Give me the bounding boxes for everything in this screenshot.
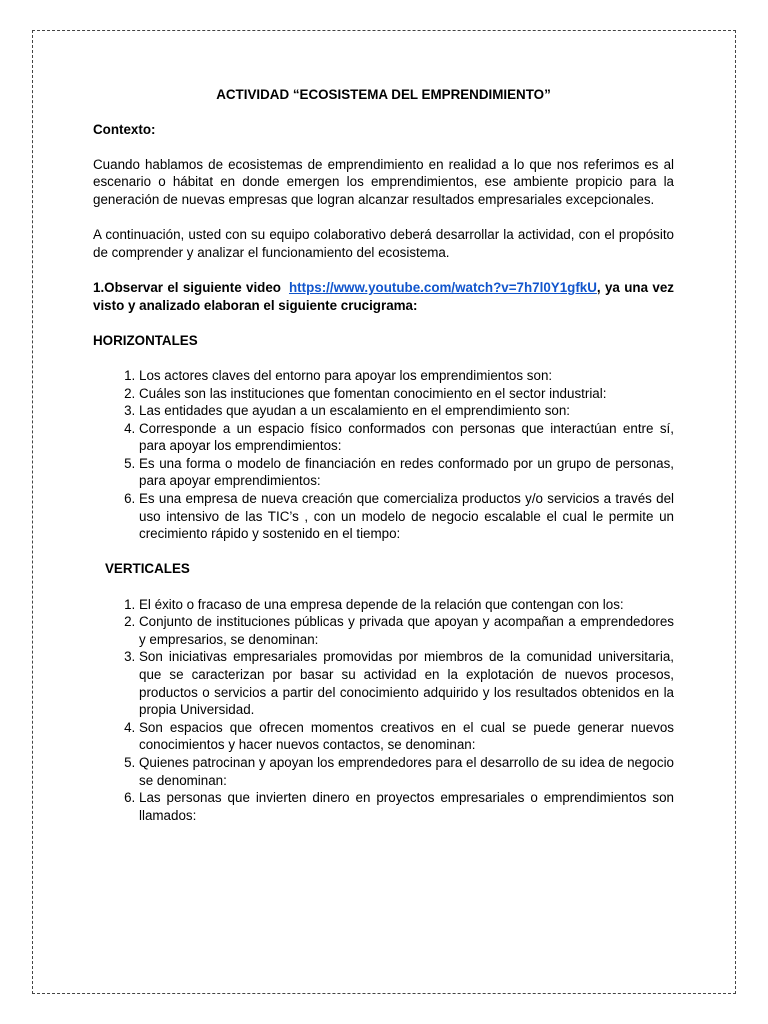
list-item: 2. Cuáles son las instituciones que fomentan conocimiento en el sector industrial: (139, 385, 674, 403)
list-item: 1. El éxito o fracaso de una empresa depende de la relación que contengan con los: (139, 596, 674, 614)
instruction-suffix: , ya una vez visto y analizado elaboran el siguiente crucigrama: (93, 279, 674, 313)
list-item: 3. Son iniciativas empresariales promovidas por miembros de la comunidad universitaria, que se caracterizan por basar su actividad en la explotación de nuevos procesos, productos o servicios a partir del conocimiento adquirido y los resultados obtenidos en la propia Universidad. (139, 648, 674, 718)
instruction-paragraph (93, 279, 674, 314)
list-item: 6. Las personas que invierten dinero en proyectos empresariales o emprendimientos son llamados: (139, 789, 674, 824)
list-item: 5. Quienes patrocinan y apoyan los emprendedores para el desarrollo de su idea de negocio se denominan: (139, 754, 674, 789)
context-label: Contexto: (93, 121, 156, 137)
vertical-heading: VERTICALES (105, 561, 190, 577)
list-item: 6. Es una empresa de nueva creación que comercializa productos y/o servicios a través del uso intensivo de las TIC’s , con un modelo de negocio escalable el cual le permite un crecimiento rápido y sostenido en el tiempo: (139, 490, 674, 543)
list-item: 4. Corresponde a un espacio físico conformados con personas que interactúan entre sí, para apoyar los emprendimientos: (139, 420, 674, 455)
instruction-prefix: 1.Observar el siguiente video (93, 279, 281, 295)
document-body (93, 86, 674, 842)
list-item: 5. Es una forma o modelo de financiación en redes conformado por un grupo de personas, para apoyar emprendimientos: (139, 455, 674, 490)
video-link[interactable]: https://www.youtube.com/watch?v=7h7l0Y1gfkU (288, 279, 597, 295)
vertical-list (93, 596, 674, 825)
list-item: 2. Conjunto de instituciones públicas y privada que apoyan y acompañan a emprendedores y empresarios, se denominan: (139, 613, 674, 648)
list-item: 1. Los actores claves del entorno para apoyar los emprendimientos son: (139, 367, 674, 385)
list-item: 4. Son espacios que ofrecen momentos creativos en el cual se puede generar nuevos conocimientos y hacer nuevos contactos, se denominan: (139, 719, 674, 754)
document-title: ACTIVIDAD “ECOSISTEMA DEL EMPRENDIMIENTO” (216, 87, 551, 102)
horizontal-heading: HORIZONTALES (93, 332, 198, 348)
continuation-paragraph: A continuación, usted con su equipo colaborativo deberá desarrollar la actividad, con el propósito de comprender y analizar el funcionamiento del ecosistema. (93, 227, 674, 260)
list-item: 3. Las entidades que ayudan a un escalamiento en el emprendimiento son: (139, 402, 674, 420)
horizontal-list (93, 367, 674, 543)
context-paragraph: Cuando hablamos de ecosistemas de emprendimiento en realidad a lo que nos referimos es al escenario o hábitat en donde emergen los emprendimientos, ese ambiente propicio para la generación de nuevas empresas que logran alcanzar resultados empresariales excepcionales. (93, 156, 674, 207)
